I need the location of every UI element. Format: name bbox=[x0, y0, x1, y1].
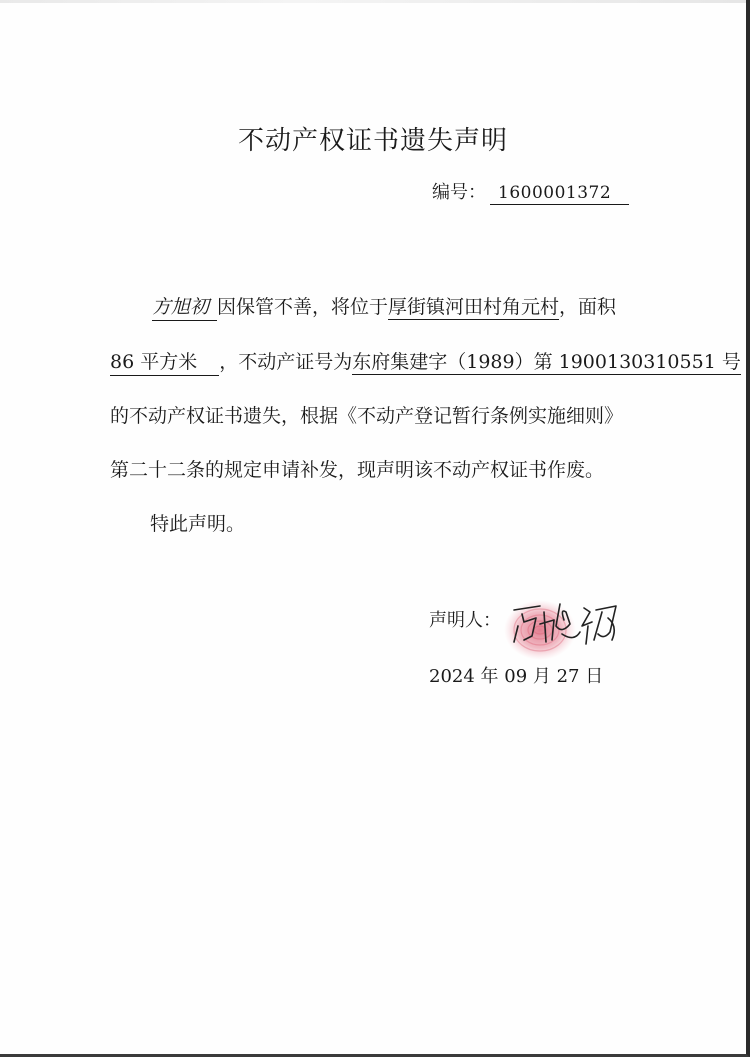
certificate-number-text: 东府集建字（1989）第 1900130310551 号 bbox=[352, 351, 741, 373]
serial-number: 1600001372 bbox=[490, 183, 629, 205]
body-line-3 bbox=[110, 401, 623, 428]
fingerprint-mark bbox=[504, 600, 576, 660]
closing-text: 特此声明。 bbox=[150, 513, 246, 535]
owner-name: 方旭初 bbox=[152, 292, 217, 321]
scan-edge bbox=[0, 0, 746, 3]
serial-label: 编号： bbox=[432, 182, 486, 203]
certificate-number bbox=[352, 351, 741, 375]
property-area: 86 平方米 bbox=[110, 347, 219, 376]
body-text-1: 因保管不善，将位于 bbox=[217, 296, 389, 318]
handwritten-signature bbox=[478, 582, 648, 667]
property-location: 厚街镇河田村角元村 bbox=[388, 296, 560, 318]
body-line-2 bbox=[110, 347, 741, 376]
body-text-5: 第二十二条的规定申请补发，现声明该不动产权证书作废。 bbox=[110, 459, 605, 481]
serial-number-line bbox=[432, 178, 629, 205]
body-text-4: 的不动产权证书遗失，根据《不动产登记暂行条例实施细则》 bbox=[110, 405, 624, 427]
body-text-2: ，面积 bbox=[559, 296, 617, 318]
body-line-1 bbox=[152, 292, 616, 321]
signature-label: 声明人： bbox=[429, 610, 501, 631]
body-text-3: ，不动产证号为 bbox=[219, 351, 353, 373]
body-line-4 bbox=[110, 455, 604, 482]
declaration-date: 2024 年 09 月 27 日 bbox=[429, 666, 604, 687]
closing-line bbox=[150, 509, 245, 536]
page-title: 不动产权证书遗失声明 bbox=[237, 126, 508, 156]
